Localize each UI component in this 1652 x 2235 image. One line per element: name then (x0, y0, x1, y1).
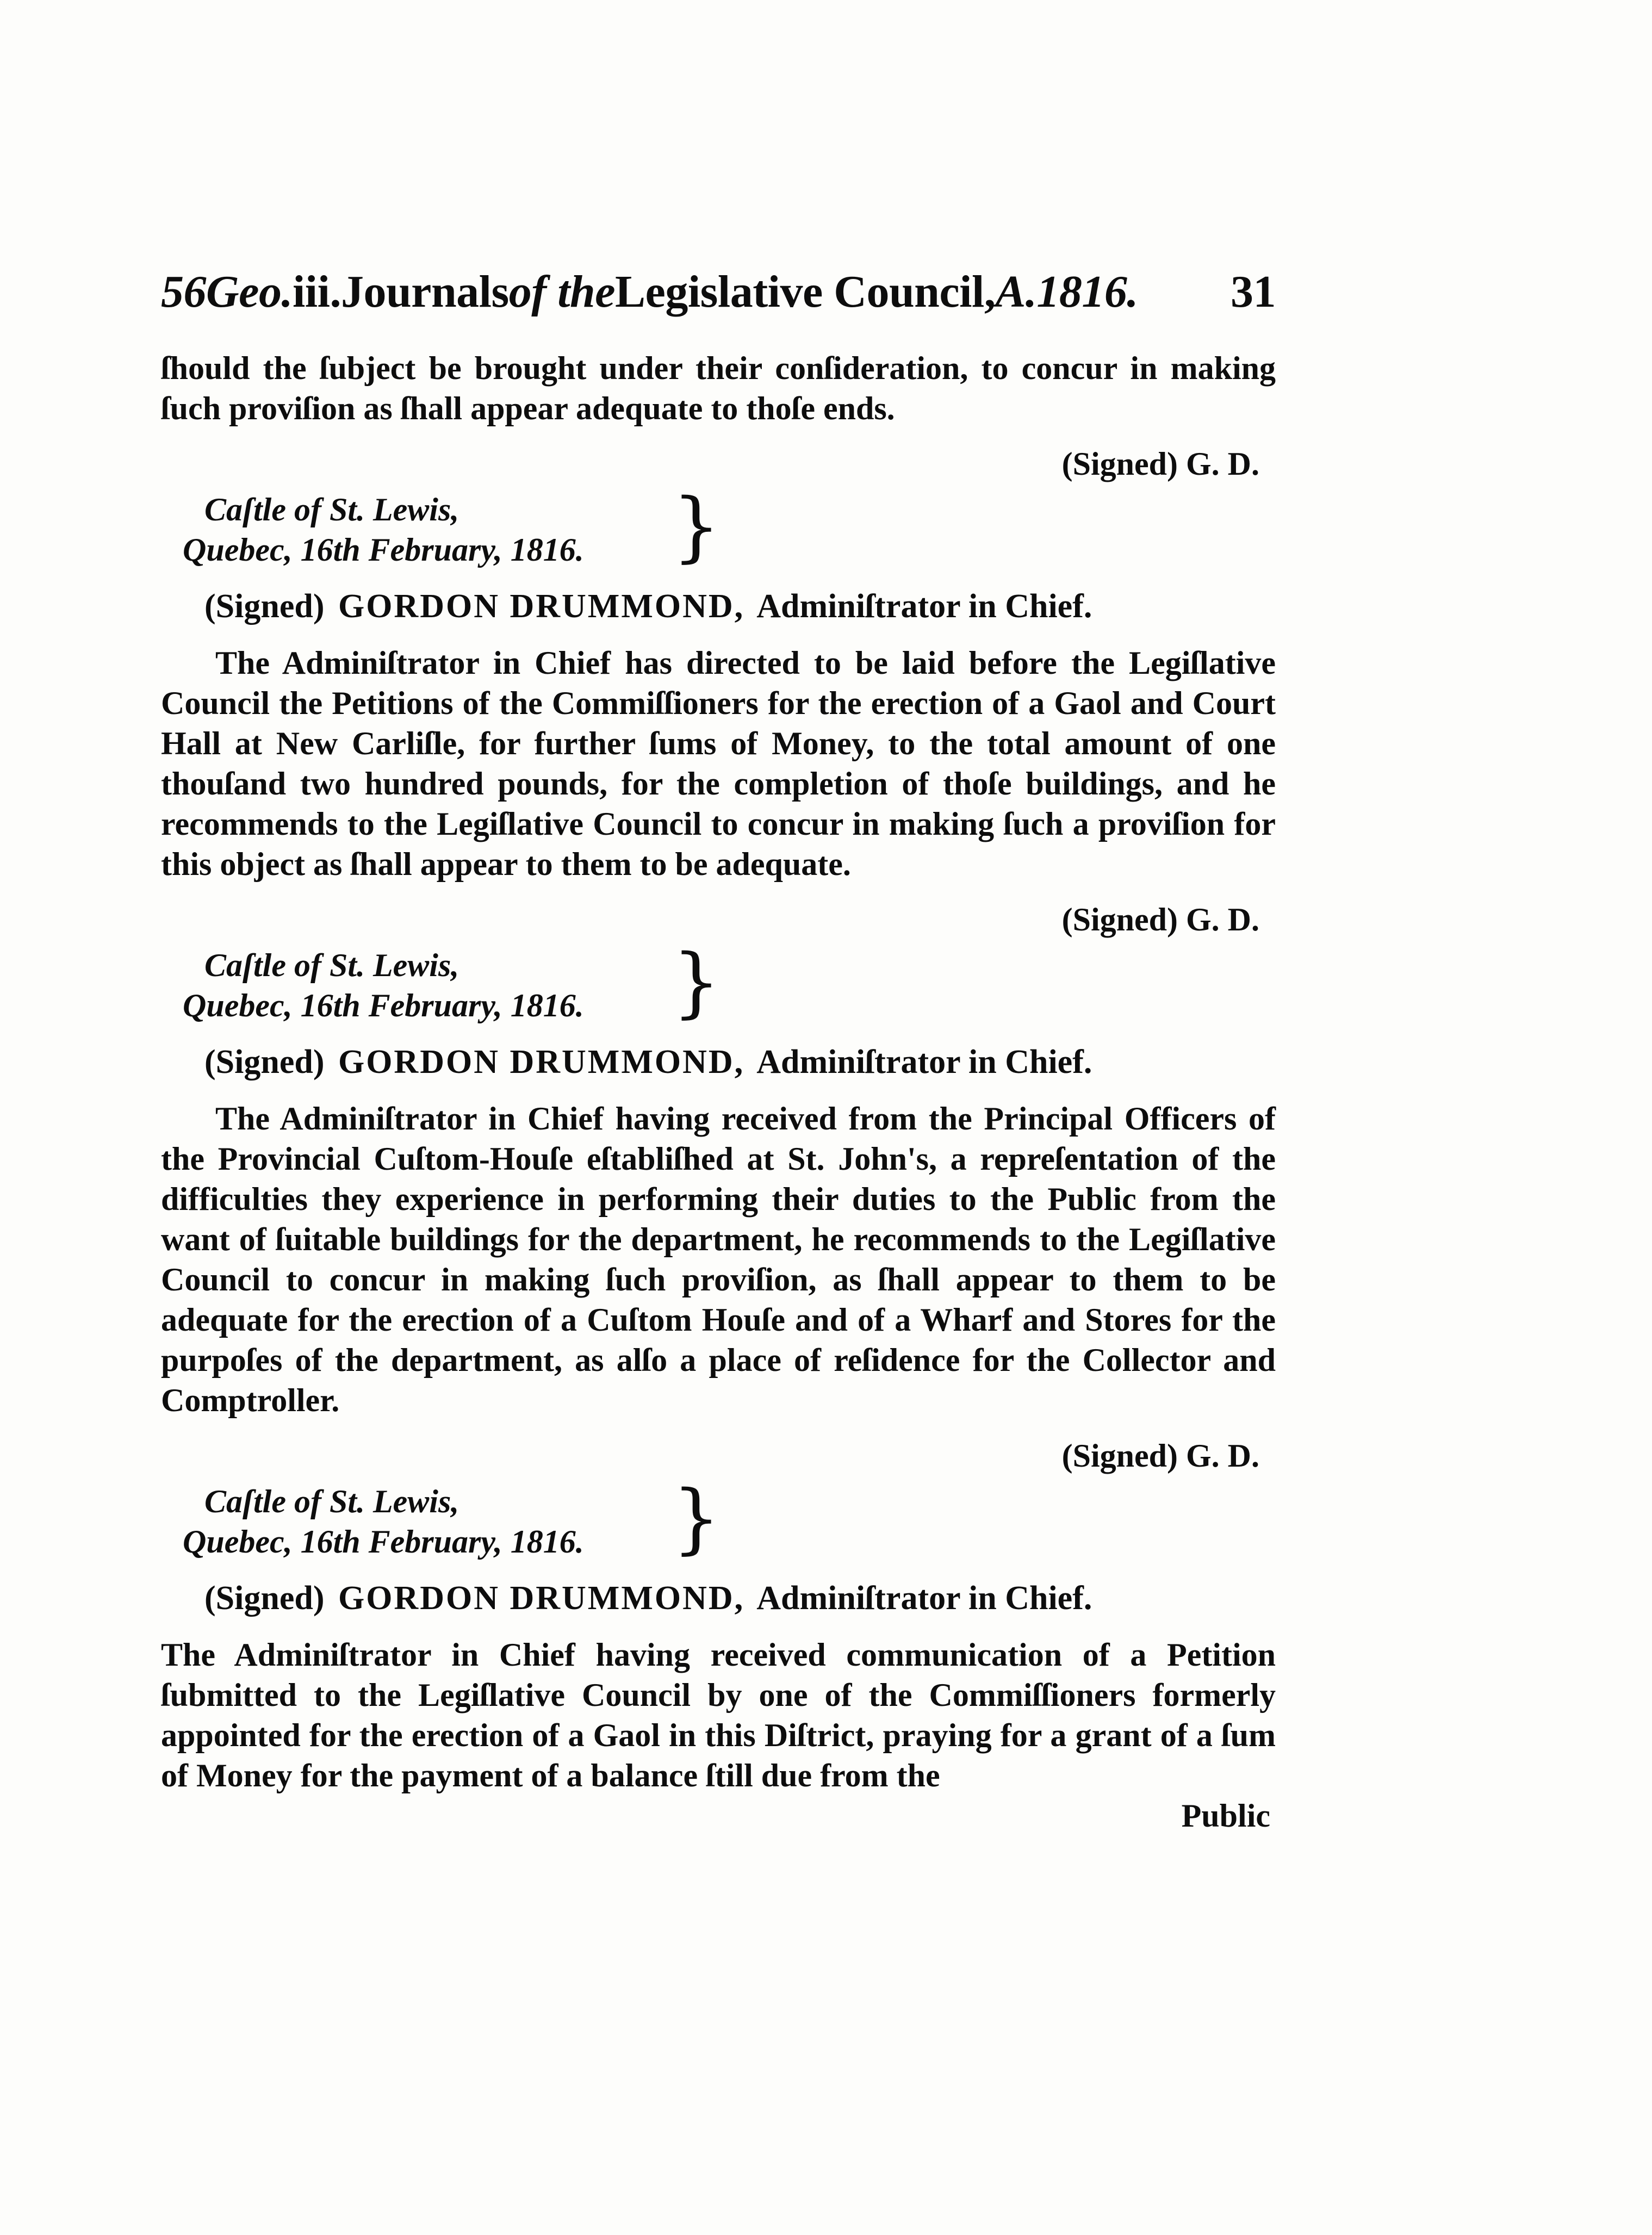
regnal-year: 56Geo. (161, 266, 293, 317)
page-body (161, 348, 1276, 1836)
signatory-title: Adminiſtrator in Chief. (756, 588, 1092, 625)
dateline-place: Caſtle of St. Lewis, (204, 947, 459, 983)
signatory-title: Adminiſtrator in Chief. (756, 1580, 1092, 1617)
signatory-name: GORDON DRUMMOND, (338, 1580, 745, 1617)
brace-glyph: } (672, 482, 721, 571)
journal-title: Journalsof theLegislative Council, (340, 266, 996, 317)
dateline-place: Caſtle of St. Lewis, (204, 492, 459, 527)
dateline-3 (161, 1474, 1276, 1563)
catchword: Public (1181, 1798, 1270, 1834)
page-number: 31 (1231, 266, 1276, 317)
full-signature-3: (Signed) GORDON DRUMMOND, Adminiſtrator in Chief. (204, 1580, 1092, 1617)
brace-glyph: } (672, 1474, 721, 1563)
dateline-place: Caſtle of St. Lewis, (204, 1483, 459, 1519)
signatory-name: GORDON DRUMMOND, (338, 1044, 745, 1081)
full-signature-2: (Signed) GORDON DRUMMOND, Adminiſtrator in Chief. (204, 1044, 1092, 1081)
dateline-date: Quebec, 16th February, 1816. (183, 532, 584, 568)
initials-signature-1: (Signed) G. D. (1061, 446, 1259, 482)
header-year: A.1816. (995, 266, 1138, 317)
dateline-date: Quebec, 16th February, 1816. (183, 1524, 584, 1560)
full-signature-1: (Signed) GORDON DRUMMOND, Adminiſtrator in Chief. (204, 588, 1092, 625)
message-paragraph-2: The Adminiſtrator in Chief has directed to be laid before the Legiſlative Council the Petitions of the Commiſſioners for the erection of a Gaol and Court Hall at New Carliſle, for further ſums of Money, to the total amount of one thouſand two hundred pounds, for the completion of thoſe buildings, and he recommends to the Legiſlative Council to concur in making ſuch a proviſion for this object as ſhall appear to them to be adequate. (161, 645, 1276, 882)
signatory-title: Adminiſtrator in Chief. (756, 1044, 1092, 1081)
brace-glyph: } (672, 938, 721, 1027)
message-paragraph-4: The Adminiſtrator in Chief having received communication of a Petition ſubmitted to the Legiſlative Council by one of the Commiſſioners formerly appointed for the erection of a Gaol in this Diſtrict, praying for a grant of a ſum of Money for the payment of a balance ſtill due from the (161, 1637, 1276, 1793)
initials-signature-2: (Signed) G. D. (1061, 902, 1259, 938)
message-paragraph-3: The Adminiſtrator in Chief having received from the Principal Officers of the Provincial Cuſtom-Houſe eſtabliſhed at St. John's, a repreſentation of the difficulties they experience in performing their duties to the Public from the want of ſuitable buildings for the department, he recommends to the Legiſlative Council to concur in making ſuch proviſion, as ſhall appear to them to be adequate for the erection of a Cuſtom Houſe and of a Wharf and Stores for the purpoſes of the department, as alſo a place of reſidence for the Collector and Comptroller. (161, 1101, 1276, 1418)
dateline-date: Quebec, 16th February, 1816. (183, 988, 584, 1023)
dateline-2 (161, 938, 1276, 1027)
signatory-name: GORDON DRUMMOND, (338, 588, 745, 625)
message-paragraph-1: ſhould the ſubject be brought under their conſideration, to concur in making ſuch proviſion as ſhall appear adequate to thoſe ends. (161, 350, 1276, 426)
dateline-1 (161, 482, 1276, 571)
running-header (161, 265, 1276, 336)
initials-signature-3: (Signed) G. D. (1061, 1438, 1259, 1474)
regnal-numeral: iii. (292, 266, 341, 317)
